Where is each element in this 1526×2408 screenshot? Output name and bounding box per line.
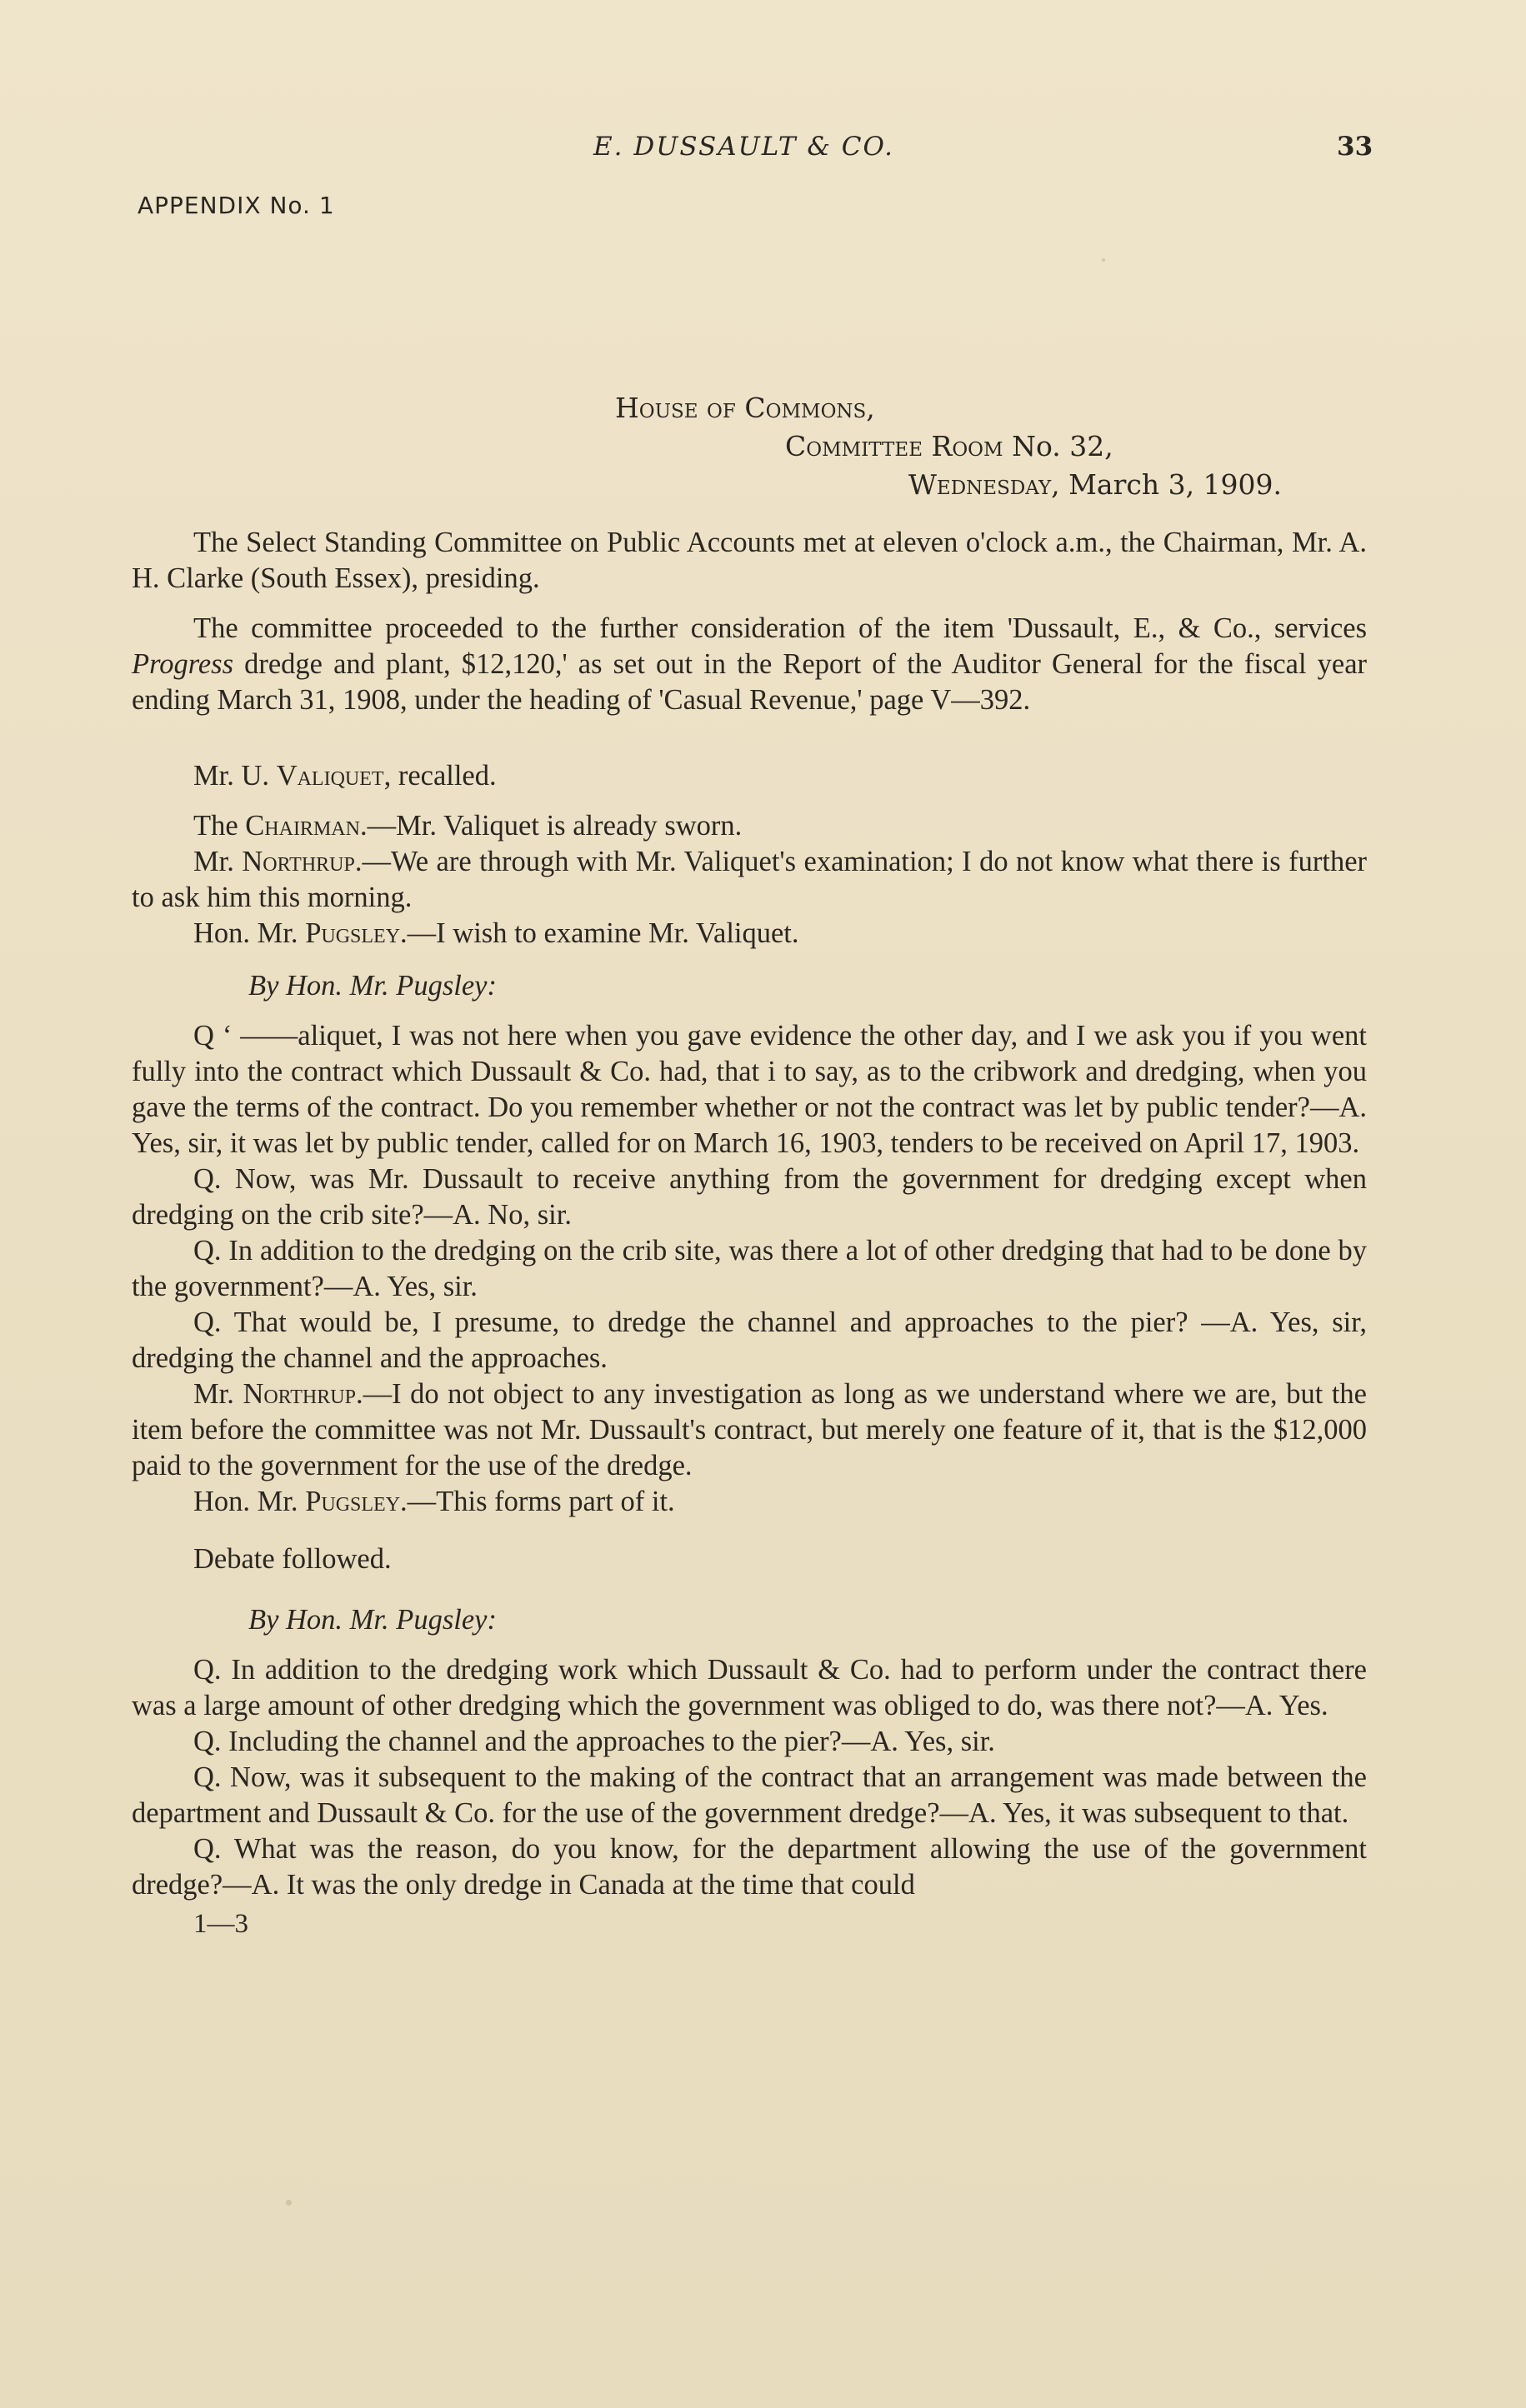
witness-name: Valiquet: [276, 760, 384, 792]
pugsley2-prefix: Hon. Mr.: [193, 1486, 306, 1517]
item-paragraph: [132, 611, 1367, 718]
pugsley1-prefix: Hon. Mr.: [193, 917, 306, 949]
question-3: Q. In addition to the dredging on the crib site, was there a lot of other dredging that had to be done by the government?—A. Yes, sir.: [132, 1235, 1367, 1302]
ink-speck: [1102, 258, 1105, 262]
dredge-name: Progress: [132, 648, 234, 680]
heading-room: [785, 430, 1113, 462]
running-head-title: E. DUSSAULT & CO.: [593, 132, 894, 162]
pugsley-remark-1: [132, 916, 1367, 952]
chairman-remark: [132, 808, 1367, 844]
heading-room-number: No. 32,: [1003, 430, 1113, 462]
item-text-end: dredge and plant, $12,120,' as set out in the Report of the Auditor General for the fiscal year ending March 31, 1908, under the heading of 'Casual Revenue,' page V—392.: [132, 648, 1367, 716]
question-1: Q ‘ ——aliquet, I was not here when you gave evidence the other day, and I we ask you if you went fully into the contract which Dussault & Co. had, that i ‌to say, as to the cribwork and dredging, when you gave the terms of the contract. Do you remember whether or not the contract was let by public tender?—A. Yes, sir, it was let by public tender, called for on March 16, 1903, tenders to be received on April 17, 1903.: [132, 1020, 1367, 1159]
appendix-label: APPENDIX No. 1: [138, 192, 335, 219]
ink-spot: [286, 2200, 292, 2206]
northrup2-prefix: Mr.: [193, 1378, 243, 1410]
recalled-prefix: Mr. U.: [193, 760, 277, 792]
chair-prefix: The: [193, 810, 246, 842]
page-number: 33: [1337, 132, 1373, 162]
speaker-pugsley: Pugsley: [305, 917, 401, 949]
debate-note: Debate followed.: [193, 1543, 392, 1575]
item-text-start: The committee proceeded to the further consideration of the item 'Dussault, E., & Co., services: [193, 612, 1367, 644]
recalled-suffix: , recalled.: [383, 760, 497, 792]
question-6: Q. Including the channel and the approaches to the pier?—A. Yes, sir.: [193, 1726, 995, 1757]
northrup2-text: .—I do not object to any investigation as long as we understand where we are, but the item before the committee was not Mr. Dussault's contract, but merely one feature of it, that is the $12,000 paid to the government for the use of the dredge.: [132, 1378, 1367, 1481]
question-5: Q. In addition to the dredging work which Dussault & Co. had to perform under the contract there was a large amount of other dredging which the government was obliged to do, was there not?—A. Yes.: [132, 1654, 1367, 1721]
question-4: Q. That would be, I presume, to dredge the channel and approaches to the pier? —A. Yes, sir, dredging the channel and the approaches.: [132, 1306, 1367, 1374]
northrup-remark-1: [132, 844, 1367, 916]
question-8: Q. What was the reason, do you know, for the department allowing the use of the government dredge?—A. It was the only dredge in Canada at the time that could: [132, 1833, 1367, 1901]
northrup1-text: .—We are through with Mr. Valiquet's examination; I do not know what there is further to ask him this morning.: [132, 846, 1367, 913]
signature-mark: 1—3: [193, 1909, 248, 1939]
witness-recalled: [132, 758, 1367, 794]
question-2: Q. Now, was Mr. Dussault to receive anything from the government for dredging except when dredging on the crib site?—A. No, sir.: [132, 1163, 1367, 1231]
chair-text: .—Mr. Valiquet is already sworn.: [359, 810, 743, 842]
northrup1-prefix: Mr.: [193, 846, 243, 877]
running-head: [0, 132, 1526, 173]
speaker-northrup: Northrup: [242, 846, 355, 877]
minutes-body: [132, 525, 1367, 1942]
pugsley-remark-2: [132, 1484, 1367, 1520]
heading-weekday: Wednesday,: [908, 468, 1060, 501]
examiner-heading-1: By Hon. Mr. Pugsley:: [248, 970, 497, 1002]
heading-room-label: Committee Room: [785, 430, 1003, 462]
pugsley2-text: .—This forms part of it.: [400, 1486, 675, 1517]
pugsley1-text: .—I wish to examine Mr. Valiquet.: [400, 917, 799, 949]
speaker-chairman: Chairman: [245, 810, 360, 842]
heading-house: House of Commons,: [615, 392, 875, 424]
examiner-heading-2: By Hon. Mr. Pugsley:: [248, 1604, 497, 1636]
opening-paragraph: The Select Standing Committee on Public Accounts met at eleven o'clock a.m., the Chairman, Mr. A. H. Clarke (South Essex), presiding.: [132, 527, 1367, 594]
heading-date: [908, 468, 1282, 501]
speaker-northrup-2: Northrup: [243, 1378, 356, 1410]
northrup-remark-2: [132, 1376, 1367, 1484]
speaker-pugsley-2: Pugsley: [305, 1486, 401, 1517]
question-7: Q. Now, was it subsequent to the making of the contract that an arrangement was made between the department and Dussault & Co. for the use of the government dredge?—A. Yes, it was subsequent to that.: [132, 1761, 1367, 1829]
heading-date-text: March 3, 1909.: [1059, 468, 1283, 501]
